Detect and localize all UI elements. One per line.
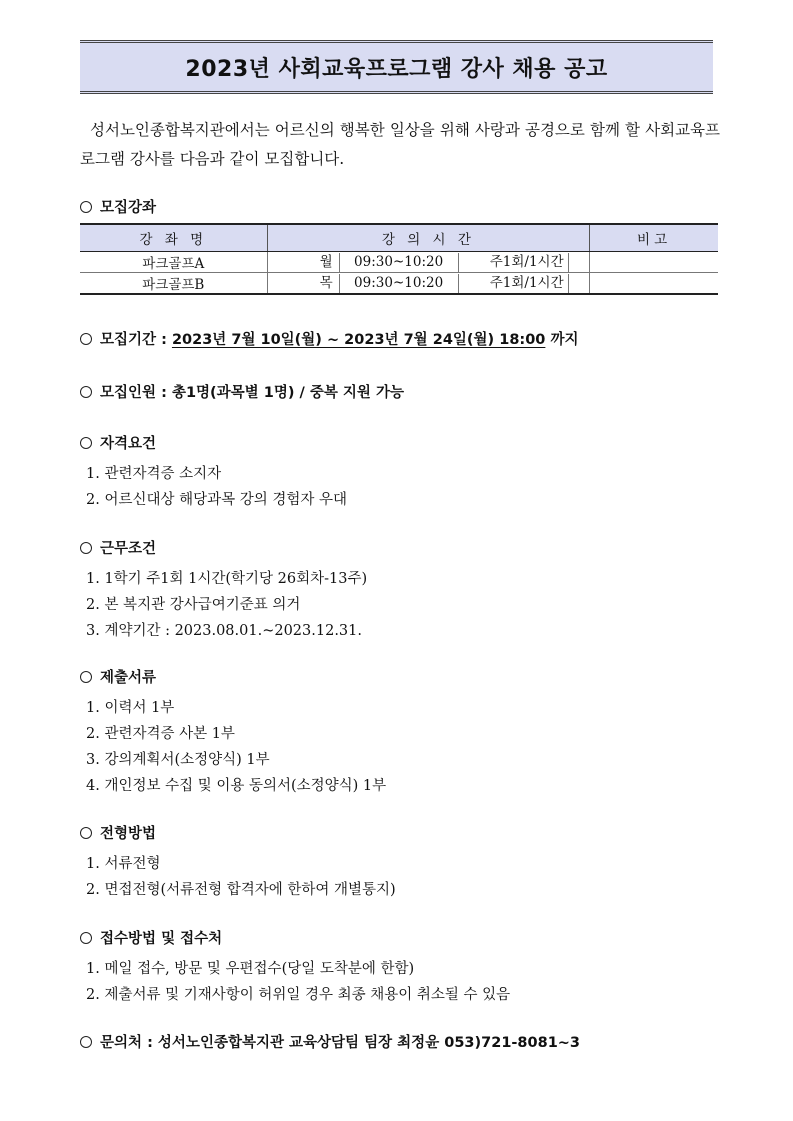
period-section [80,328,578,349]
list-item: 4. 개인정보 수집 및 이용 동의서(소정양식) 1부 [86,778,387,794]
circle-bullet-icon [80,437,92,449]
contact-section [80,1031,580,1052]
course-day: 목 [268,274,340,293]
contact-label: 문의처 : [100,1035,158,1051]
list-item: 2. 관련자격증 사본 1부 [86,726,235,742]
list-item: 1. 이력서 1부 [86,700,175,716]
list-item: 1. 1학기 주1회 1시간(학기당 26회차-13주) [86,571,368,587]
course-time: 09:30~10:20 [340,274,459,293]
circle-bullet-icon [80,1036,92,1048]
period-suffix: 까지 [545,332,579,348]
circle-bullet-icon [80,333,92,345]
column-header: 강 의 시 간 [267,224,590,252]
list-item: 3. 계약기간 : 2023.08.01.~2023.12.31. [86,623,362,639]
application-section [80,927,510,1008]
documents-heading: 제출서류 [100,670,157,686]
list-item: 1. 서류전형 [86,856,161,872]
course-frequency: 주1회/1시간 [459,274,569,293]
column-header: 비고 [590,224,718,252]
course-name: 파크골프B [80,273,267,295]
selection-section [80,822,396,903]
courses-table [80,223,718,295]
list-item: 2. 면접전형(서류전형 합격자에 한하여 개별통지) [86,882,396,898]
selection-heading: 전형방법 [100,826,157,842]
title-banner [80,40,713,94]
table-row [80,273,718,295]
circle-bullet-icon [80,932,92,944]
course-time: 09:30~10:20 [340,253,459,272]
headcount-section [80,381,404,402]
list-item: 3. 강의계획서(소정양식) 1부 [86,752,270,768]
table-row [80,252,718,273]
application-heading: 접수방법 및 접수처 [100,931,223,947]
circle-bullet-icon [80,827,92,839]
headcount-value: 총1명(과목별 1명) / 중복 지원 가능 [171,385,404,401]
circle-bullet-icon [80,201,92,213]
page-title: 2023년 사회교육프로그램 강사 채용 공고 [185,56,608,82]
list-item: 2. 제출서류 및 기재사항이 허위일 경우 최종 채용이 취소될 수 있음 [86,987,511,1003]
courses-heading: 모집강좌 [100,200,157,216]
course-frequency: 주1회/1시간 [459,253,569,272]
column-header: 강 좌 명 [80,224,267,252]
qualification-heading: 자격요건 [100,436,157,452]
documents-section [80,666,386,799]
conditions-heading: 근무조건 [100,541,157,557]
list-item: 2. 어르신대상 해당과목 강의 경험자 우대 [86,492,347,508]
conditions-section [80,537,367,644]
period-label: 모집기간 : [100,332,172,348]
period-value: 2023년 7월 10일(월) ~ 2023년 7월 24일(월) 18:00 [171,332,546,348]
list-item: 1. 관련자격증 소지자 [86,466,222,482]
course-note [590,273,718,295]
headcount-label: 모집인원 : [100,385,172,401]
course-day: 월 [268,253,340,272]
course-name: 파크골프A [80,252,267,273]
list-item: 1. 메일 접수, 방문 및 우편접수(당일 도착분에 한함) [86,961,415,977]
qualification-section [80,432,347,513]
circle-bullet-icon [80,671,92,683]
circle-bullet-icon [80,542,92,554]
table-header-row [80,224,718,252]
intro-paragraph: 성서노인종합복지관에서는 어르신의 행복한 일상을 위해 사랑과 공경으로 함께 할 사회교육프로그램 강사를 다음과 같이 모집합니다. [80,121,720,168]
courses-section [80,196,156,217]
list-item: 2. 본 복지관 강사급여기준표 의거 [86,597,301,613]
course-note [590,252,718,273]
circle-bullet-icon [80,386,92,398]
contact-value: 성서노인종합복지관 교육상담팀 팀장 최정윤 053)721-8081~3 [157,1035,581,1051]
